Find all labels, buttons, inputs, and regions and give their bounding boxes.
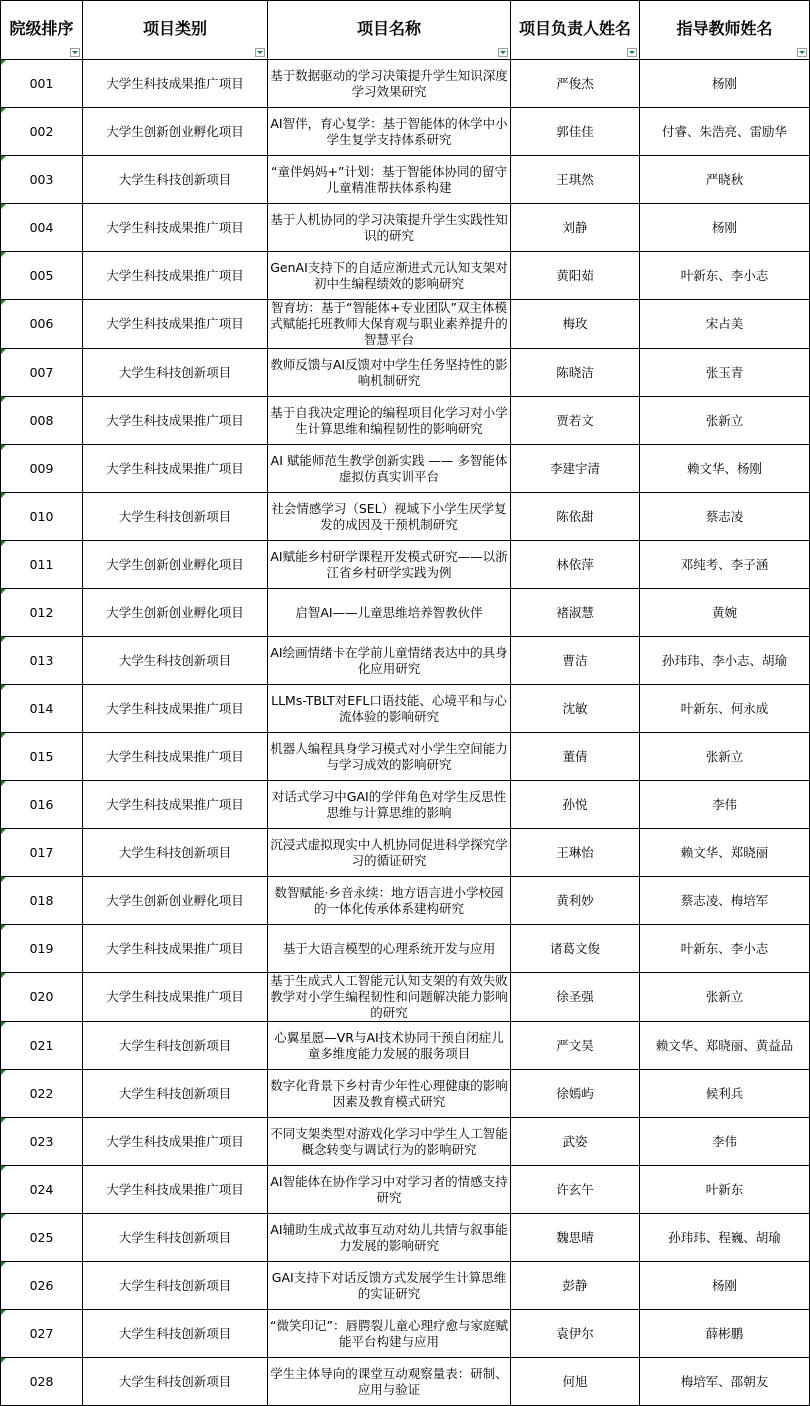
cell-advisor[interactable]: 候利兵 <box>640 1070 810 1118</box>
cell-category[interactable]: 大学生科技创新项目 <box>83 1070 268 1118</box>
table-row <box>1 541 810 589</box>
table-row <box>1 1070 810 1118</box>
cell-category[interactable]: 大学生创新创业孵化项目 <box>83 877 268 925</box>
cell-project-name[interactable]: 社会情感学习（SEL）视域下小学生厌学复发的成因及干预机制研究 <box>268 493 511 541</box>
cell-category[interactable]: 大学生科技创新项目 <box>83 1262 268 1310</box>
header-leader <box>511 1 640 60</box>
table-row <box>1 252 810 300</box>
cell-category[interactable]: 大学生科技成果推广项目 <box>83 733 268 781</box>
cell-advisor[interactable]: 杨刚 <box>640 60 810 108</box>
cell-project-name[interactable]: LLMs-TBLT对EFL口语技能、心境平和与心流体验的影响研究 <box>268 685 511 733</box>
cell-project-name[interactable]: 沉浸式虚拟现实中人机协同促进科学探究学习的循证研究 <box>268 829 511 877</box>
cell-advisor[interactable]: 张玉青 <box>640 349 810 397</box>
table-row <box>1 204 810 252</box>
cell-category[interactable]: 大学生科技成果推广项目 <box>83 973 268 1022</box>
table-row <box>1 1310 810 1358</box>
cell-category[interactable]: 大学生科技成果推广项目 <box>83 252 268 300</box>
table-row <box>1 1214 810 1262</box>
cell-leader[interactable]: 王琪然 <box>511 156 640 204</box>
cell-advisor[interactable]: 付睿、朱浩亮、雷励华 <box>640 108 810 156</box>
cell-leader[interactable]: 王琳怡 <box>511 829 640 877</box>
cell-project-name[interactable]: 启智AI——儿童思维培养智教伙伴 <box>268 589 511 637</box>
cell-category[interactable]: 大学生科技创新项目 <box>83 1022 268 1070</box>
cell-advisor[interactable]: 张新立 <box>640 973 810 1022</box>
table-row <box>1 397 810 445</box>
cell-category[interactable]: 大学生科技创新项目 <box>83 156 268 204</box>
cell-advisor[interactable]: 李伟 <box>640 781 810 829</box>
cell-rank[interactable]: 021 <box>1 1022 83 1070</box>
cell-rank[interactable]: 019 <box>1 925 83 973</box>
filter-dropdown-icon[interactable] <box>70 48 80 57</box>
cell-leader[interactable]: 陈晓洁 <box>511 349 640 397</box>
cell-advisor[interactable]: 杨刚 <box>640 1262 810 1310</box>
cell-project-name[interactable]: GAI支持下对话反馈方式发展学生计算思维的实证研究 <box>268 1262 511 1310</box>
cell-rank[interactable]: 003 <box>1 156 83 204</box>
header-advisor-label: 指导教师姓名 <box>676 18 773 38</box>
cell-category[interactable]: 大学生科技成果推广项目 <box>83 1118 268 1166</box>
cell-advisor[interactable]: 薛彬鹏 <box>640 1310 810 1358</box>
table-row <box>1 1358 810 1406</box>
cell-project-name[interactable]: 教师反馈与AI反馈对中学生任务坚持性的影响机制研究 <box>268 349 511 397</box>
filter-dropdown-icon[interactable] <box>627 48 637 57</box>
filter-dropdown-icon[interactable] <box>498 48 508 57</box>
table-row <box>1 300 810 349</box>
table-row <box>1 493 810 541</box>
header-rank-label: 院级排序 <box>9 18 74 38</box>
cell-rank[interactable]: 028 <box>1 1358 83 1406</box>
cell-leader[interactable]: 林依萍 <box>511 541 640 589</box>
cell-leader[interactable]: 陈依甜 <box>511 493 640 541</box>
cell-advisor[interactable]: 邓纯考、李子涵 <box>640 541 810 589</box>
header-name <box>268 1 511 60</box>
cell-advisor[interactable]: 叶新东、李小志 <box>640 252 810 300</box>
cell-project-name[interactable]: AI辅助生成式故事互动对幼儿共情与叙事能力发展的影响研究 <box>268 1214 511 1262</box>
cell-project-name[interactable]: AI智伴，育心复学：基于智能体的休学中小学生复学支持体系研究 <box>268 108 511 156</box>
cell-project-name[interactable]: 智育坊：基于“智能体+专业团队”双主体模式赋能托班教师大保育观与职业素养提升的智慧平台 <box>268 300 511 349</box>
header-name-label: 项目名称 <box>356 18 421 38</box>
cell-project-name[interactable]: 机器人编程具身学习模式对小学生空间能力与学习成效的影响研究 <box>268 733 511 781</box>
cell-category[interactable]: 大学生科技成果推广项目 <box>83 300 268 349</box>
filter-dropdown-icon[interactable] <box>797 48 807 57</box>
cell-advisor[interactable]: 宋占美 <box>640 300 810 349</box>
cell-rank[interactable]: 020 <box>1 973 83 1022</box>
table-row <box>1 1166 810 1214</box>
cell-rank[interactable]: 007 <box>1 349 83 397</box>
cell-advisor[interactable]: 梅培军、邵朝友 <box>640 1358 810 1406</box>
cell-project-name[interactable]: 基于人机协同的学习决策提升学生实践性知识的研究 <box>268 204 511 252</box>
cell-category[interactable]: 大学生科技成果推广项目 <box>83 445 268 493</box>
cell-advisor[interactable]: 张新立 <box>640 733 810 781</box>
cell-rank[interactable]: 006 <box>1 300 83 349</box>
cell-advisor[interactable]: 蔡志凌、梅培军 <box>640 877 810 925</box>
cell-leader[interactable]: 褚淑慧 <box>511 589 640 637</box>
table-row <box>1 973 810 1022</box>
cell-category[interactable]: 大学生科技创新项目 <box>83 1214 268 1262</box>
cell-rank[interactable]: 014 <box>1 685 83 733</box>
table-row <box>1 733 810 781</box>
cell-category[interactable]: 大学生科技成果推广项目 <box>83 1166 268 1214</box>
header-category <box>83 1 268 60</box>
cell-leader[interactable]: 袁伊尔 <box>511 1310 640 1358</box>
cell-rank[interactable]: 018 <box>1 877 83 925</box>
table-row <box>1 349 810 397</box>
cell-leader[interactable]: 许玄午 <box>511 1166 640 1214</box>
table-row <box>1 589 810 637</box>
cell-advisor[interactable]: 严晓秋 <box>640 156 810 204</box>
cell-rank[interactable]: 017 <box>1 829 83 877</box>
cell-rank[interactable]: 023 <box>1 1118 83 1166</box>
cell-rank[interactable]: 015 <box>1 733 83 781</box>
table-row <box>1 829 810 877</box>
cell-category[interactable]: 大学生创新创业孵化项目 <box>83 589 268 637</box>
cell-rank[interactable]: 027 <box>1 1310 83 1358</box>
cell-category[interactable]: 大学生科技创新项目 <box>83 349 268 397</box>
table-row <box>1 60 810 108</box>
cell-category[interactable]: 大学生科技创新项目 <box>83 829 268 877</box>
cell-project-name[interactable]: 数字化背景下乡村青少年性心理健康的影响因素及教育模式研究 <box>268 1070 511 1118</box>
header-category-label: 项目类别 <box>142 18 207 38</box>
cell-leader[interactable]: 彭静 <box>511 1262 640 1310</box>
cell-leader[interactable]: 郭佳佳 <box>511 108 640 156</box>
cell-category[interactable]: 大学生科技成果推广项目 <box>83 397 268 445</box>
cell-project-name[interactable]: 不同支架类型对游戏化学习中学生人工智能概念转变与调试行为的影响研究 <box>268 1118 511 1166</box>
table-row <box>1 1262 810 1310</box>
cell-project-name[interactable]: 基于数据驱动的学习决策提升学生知识深度学习效果研究 <box>268 60 511 108</box>
cell-rank[interactable]: 002 <box>1 108 83 156</box>
cell-project-name[interactable]: AI智能体在协作学习中对学习者的情感支持研究 <box>268 1166 511 1214</box>
table-row <box>1 877 810 925</box>
cell-rank[interactable]: 011 <box>1 541 83 589</box>
cell-rank[interactable]: 008 <box>1 397 83 445</box>
cell-category[interactable]: 大学生科技成果推广项目 <box>83 781 268 829</box>
cell-rank[interactable]: 016 <box>1 781 83 829</box>
cell-rank[interactable]: 009 <box>1 445 83 493</box>
table-row <box>1 156 810 204</box>
cell-advisor[interactable]: 叶新东、何永成 <box>640 685 810 733</box>
header-rank <box>1 1 83 60</box>
cell-rank[interactable]: 005 <box>1 252 83 300</box>
cell-advisor[interactable]: 赖文华、杨刚 <box>640 445 810 493</box>
cell-leader[interactable]: 严俊杰 <box>511 60 640 108</box>
cell-project-name[interactable]: “微笑印记”：唇腭裂儿童心理疗愈与家庭赋能平台构建与应用 <box>268 1310 511 1358</box>
cell-rank[interactable]: 010 <box>1 493 83 541</box>
cell-advisor[interactable]: 赖文华、郑晓丽 <box>640 829 810 877</box>
cell-project-name[interactable]: AI赋能乡村研学课程开发模式研究——以浙江省乡村研学实践为例 <box>268 541 511 589</box>
table-row <box>1 637 810 685</box>
cell-leader[interactable]: 刘静 <box>511 204 640 252</box>
cell-leader[interactable]: 魏思晴 <box>511 1214 640 1262</box>
cell-advisor[interactable]: 李伟 <box>640 1118 810 1166</box>
cell-project-name[interactable]: AI绘画情绪卡在学前儿童情绪表达中的具身化应用研究 <box>268 637 511 685</box>
cell-rank[interactable]: 022 <box>1 1070 83 1118</box>
cell-leader[interactable]: 沈敏 <box>511 685 640 733</box>
cell-leader[interactable]: 梅玫 <box>511 300 640 349</box>
table-row <box>1 1022 810 1070</box>
cell-leader[interactable]: 孙悦 <box>511 781 640 829</box>
table-row <box>1 108 810 156</box>
cell-advisor[interactable]: 孙玮玮、程巍、胡瑜 <box>640 1214 810 1262</box>
cell-project-name[interactable]: AI 赋能师范生教学创新实践 —— 多智能体虚拟仿真实训平台 <box>268 445 511 493</box>
cell-category[interactable]: 大学生科技创新项目 <box>83 1358 268 1406</box>
cell-rank[interactable]: 001 <box>1 60 83 108</box>
cell-project-name[interactable]: “童伴妈妈+”计划：基于智能体协同的留守儿童精准帮扶体系构建 <box>268 156 511 204</box>
header-row <box>1 1 810 60</box>
cell-rank[interactable]: 012 <box>1 589 83 637</box>
cell-leader[interactable]: 何旭 <box>511 1358 640 1406</box>
cell-project-name[interactable]: 学生主体导向的课堂互动观察量表：研制、应用与验证 <box>268 1358 511 1406</box>
cell-category[interactable]: 大学生科技创新项目 <box>83 493 268 541</box>
cell-project-name[interactable]: 基于生成式人工智能元认知支架的有效失败教学对小学生编程韧性和问题解决能力影响的研究 <box>268 973 511 1022</box>
cell-category[interactable]: 大学生科技成果推广项目 <box>83 925 268 973</box>
cell-leader[interactable]: 徐嫣屿 <box>511 1070 640 1118</box>
cell-project-name[interactable]: 基于自我决定理论的编程项目化学习对小学生计算思维和编程韧性的影响研究 <box>268 397 511 445</box>
cell-leader[interactable]: 董倩 <box>511 733 640 781</box>
cell-leader[interactable]: 曹洁 <box>511 637 640 685</box>
cell-project-name[interactable]: 心翼星愿—VR与AI技术协同干预自闭症儿童多维度能力发展的服务项目 <box>268 1022 511 1070</box>
cell-rank[interactable]: 024 <box>1 1166 83 1214</box>
table-row <box>1 685 810 733</box>
cell-leader[interactable]: 贾若文 <box>511 397 640 445</box>
table-row <box>1 925 810 973</box>
table-body <box>1 60 810 1406</box>
cell-rank[interactable]: 004 <box>1 204 83 252</box>
cell-advisor[interactable]: 孙玮玮、李小志、胡瑜 <box>640 637 810 685</box>
cell-category[interactable]: 大学生创新创业孵化项目 <box>83 108 268 156</box>
cell-category[interactable]: 大学生科技成果推广项目 <box>83 60 268 108</box>
cell-category[interactable]: 大学生创新创业孵化项目 <box>83 541 268 589</box>
cell-leader[interactable]: 徐圣强 <box>511 973 640 1022</box>
cell-project-name[interactable]: 基于大语言模型的心理系统开发与应用 <box>268 925 511 973</box>
cell-leader[interactable]: 李建宇清 <box>511 445 640 493</box>
cell-leader[interactable]: 诸葛文俊 <box>511 925 640 973</box>
table-row <box>1 445 810 493</box>
cell-category[interactable]: 大学生科技创新项目 <box>83 637 268 685</box>
filter-dropdown-icon[interactable] <box>255 48 265 57</box>
cell-leader[interactable]: 武姿 <box>511 1118 640 1166</box>
cell-rank[interactable]: 025 <box>1 1214 83 1262</box>
cell-advisor[interactable]: 杨刚 <box>640 204 810 252</box>
cell-rank[interactable]: 026 <box>1 1262 83 1310</box>
cell-advisor[interactable]: 叶新东 <box>640 1166 810 1214</box>
cell-advisor[interactable]: 蔡志凌 <box>640 493 810 541</box>
header-leader-label: 项目负责人姓名 <box>518 18 631 38</box>
cell-leader[interactable]: 黄利妙 <box>511 877 640 925</box>
cell-rank[interactable]: 013 <box>1 637 83 685</box>
cell-category[interactable]: 大学生科技创新项目 <box>83 1310 268 1358</box>
cell-project-name[interactable]: GenAI支持下的自适应渐进式元认知支架对初中生编程绩效的影响研究 <box>268 252 511 300</box>
cell-project-name[interactable]: 对话式学习中GAI的学伴角色对学生反思性思维与计算思维的影响 <box>268 781 511 829</box>
table-row <box>1 1118 810 1166</box>
cell-advisor[interactable]: 赖文华、郑晓丽、黄益品 <box>640 1022 810 1070</box>
cell-advisor[interactable]: 黄婉 <box>640 589 810 637</box>
table-row <box>1 781 810 829</box>
cell-category[interactable]: 大学生科技成果推广项目 <box>83 685 268 733</box>
cell-leader[interactable]: 黄阳茹 <box>511 252 640 300</box>
cell-category[interactable]: 大学生科技成果推广项目 <box>83 204 268 252</box>
cell-project-name[interactable]: 数智赋能·乡音永续：地方语言进小学校园的一体化传承体系建构研究 <box>268 877 511 925</box>
header-advisor <box>640 1 810 60</box>
cell-leader[interactable]: 严文昊 <box>511 1022 640 1070</box>
cell-advisor[interactable]: 叶新东、李小志 <box>640 925 810 973</box>
cell-advisor[interactable]: 张新立 <box>640 397 810 445</box>
